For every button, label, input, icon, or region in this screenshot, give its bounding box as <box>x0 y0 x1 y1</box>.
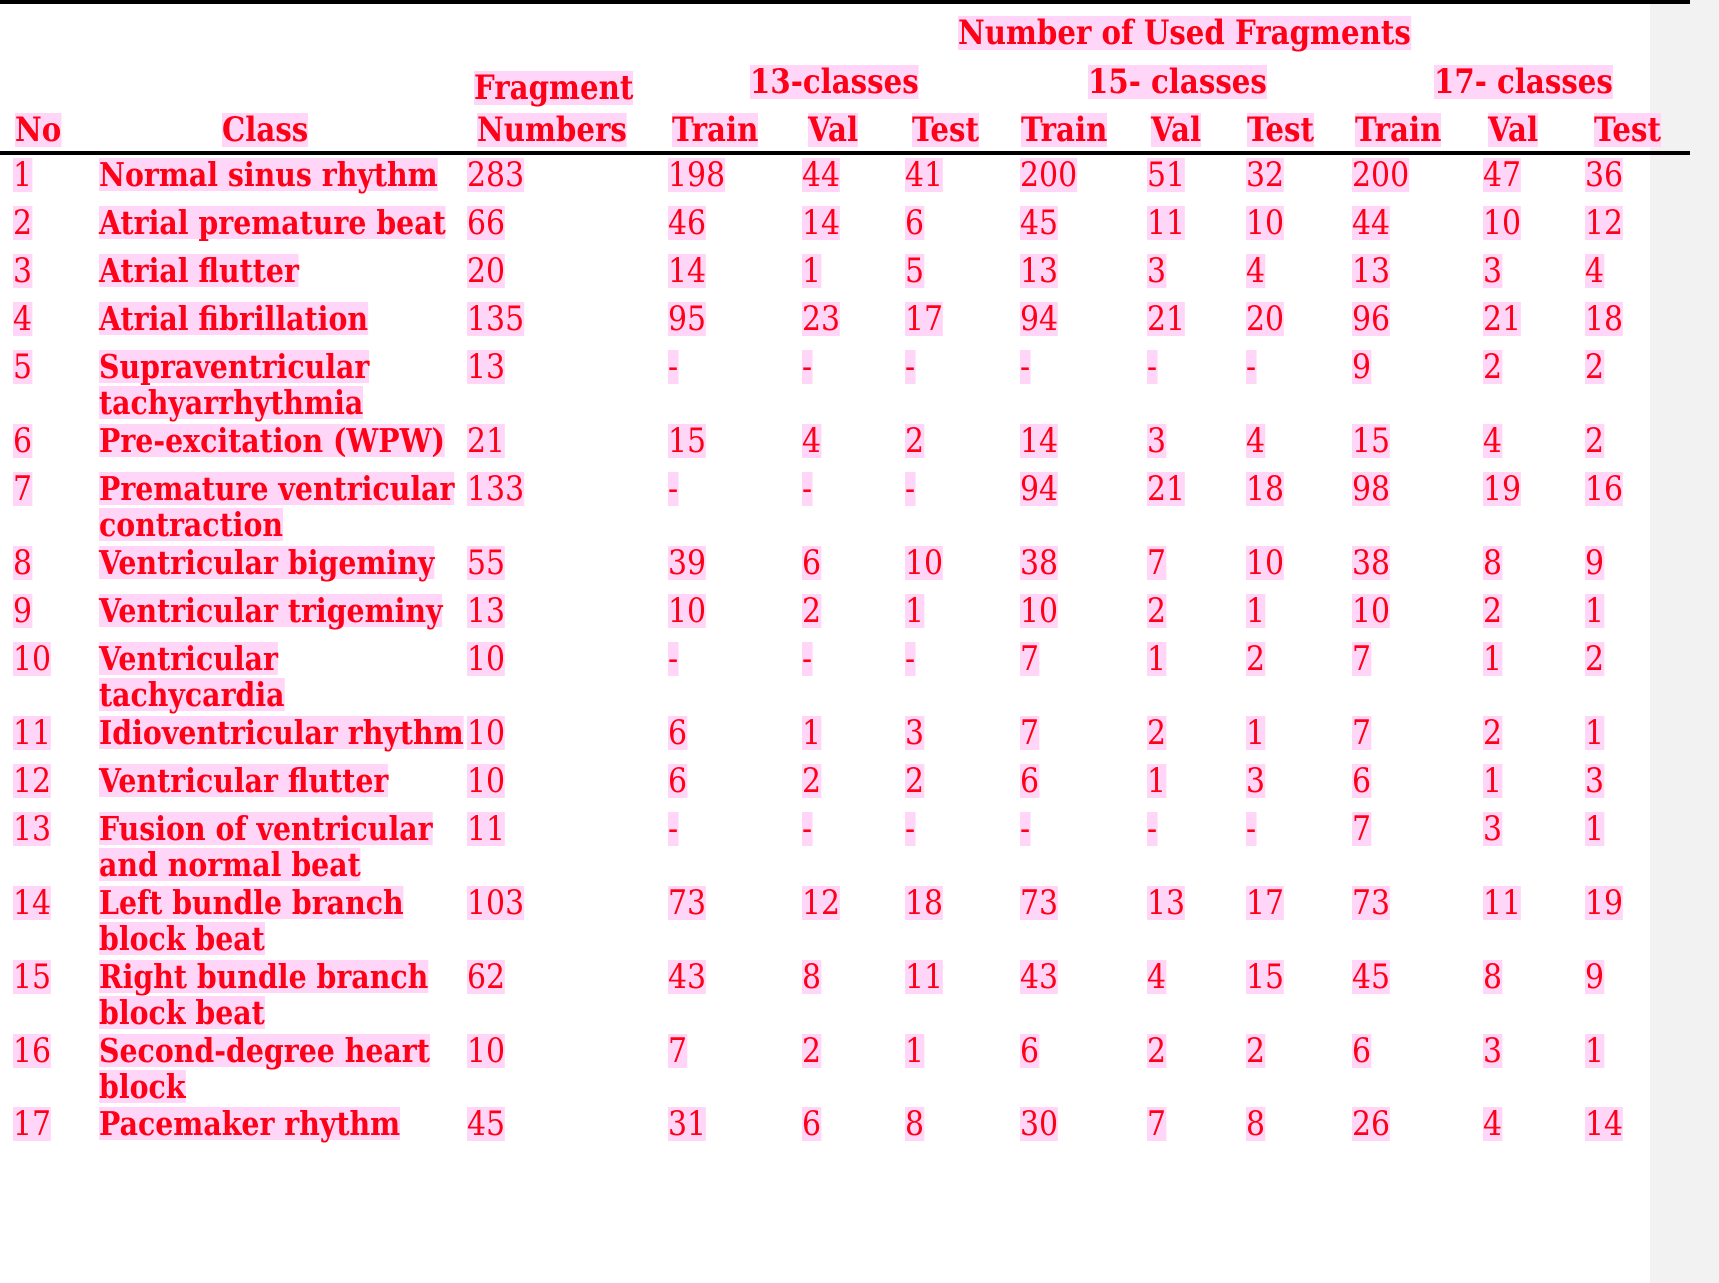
val-15-cell: 13 <box>1147 883 1186 923</box>
class-name-cell: Atrial flutter <box>99 251 299 290</box>
test-17-cell: 2 <box>1585 347 1605 387</box>
class-name-cell: and normal beat <box>99 845 361 884</box>
test-17-cell: 1 <box>1585 809 1605 849</box>
val-15-cell: 1 <box>1147 761 1167 801</box>
fragment-numbers-cell: 10 <box>467 1031 506 1071</box>
test-13-cell: 2 <box>905 421 925 461</box>
test-17-cell: 14 <box>1585 1104 1624 1144</box>
test-15-cell: 2 <box>1246 639 1266 679</box>
val-13-cell: 44 <box>802 155 841 195</box>
train-15-cell: 94 <box>1020 469 1059 509</box>
row-number-cell: 2 <box>13 203 33 243</box>
test-17-cell: 12 <box>1585 203 1624 243</box>
val-15-cell: 4 <box>1147 957 1167 997</box>
test-17-cell: 18 <box>1585 299 1624 339</box>
train-17-cell: 9 <box>1352 347 1372 387</box>
fragment-numbers-cell: 66 <box>467 203 506 243</box>
train-15-cell: 30 <box>1020 1104 1059 1144</box>
train-13-cell: - <box>668 469 679 509</box>
train-15-cell: 200 <box>1020 155 1078 195</box>
train-13-cell: 14 <box>668 251 707 291</box>
val-13-cell: - <box>802 809 813 849</box>
row-number-cell: 13 <box>13 809 52 849</box>
train-15-cell: - <box>1020 347 1031 387</box>
train-15-cell: - <box>1020 809 1031 849</box>
train-13-cell: 7 <box>668 1031 688 1071</box>
val-17-cell: 19 <box>1483 469 1522 509</box>
test-17-cell: 2 <box>1585 639 1605 679</box>
row-number-cell: 7 <box>13 469 33 509</box>
test-15-cell: 10 <box>1246 203 1285 243</box>
train-15-column-header: Train <box>1021 110 1108 150</box>
train-17-cell: 44 <box>1352 203 1391 243</box>
train-15-cell: 10 <box>1020 591 1059 631</box>
group-13-classes-header: 13-classes <box>750 62 919 102</box>
row-number-cell: 5 <box>13 347 33 387</box>
test-13-cell: 1 <box>905 591 925 631</box>
group-15-classes-header: 15- classes <box>1088 62 1267 102</box>
val-15-cell: 21 <box>1147 299 1186 339</box>
train-17-cell: 6 <box>1352 761 1372 801</box>
val-13-cell: 12 <box>802 883 841 923</box>
row-number-cell: 15 <box>13 957 52 997</box>
train-15-cell: 45 <box>1020 203 1059 243</box>
class-name-cell: Right bundle branch <box>99 957 429 996</box>
row-number-cell: 6 <box>13 421 33 461</box>
fragment-numbers-cell: 13 <box>467 591 506 631</box>
test-15-cell: 20 <box>1246 299 1285 339</box>
train-13-column-header: Train <box>672 110 759 150</box>
val-15-cell: 51 <box>1147 155 1186 195</box>
test-15-cell: 4 <box>1246 421 1266 461</box>
val-17-cell: 3 <box>1483 251 1503 291</box>
test-17-cell: 36 <box>1585 155 1624 195</box>
val-17-cell: 8 <box>1483 957 1503 997</box>
class-name-cell: Ventricular <box>99 639 278 678</box>
class-name-cell: tachycardia <box>99 675 285 714</box>
train-17-cell: 73 <box>1352 883 1391 923</box>
class-name-cell: Ventricular bigeminy <box>99 543 435 582</box>
test-13-cell: 1 <box>905 1031 925 1071</box>
test-13-cell: 6 <box>905 203 925 243</box>
val-17-cell: 21 <box>1483 299 1522 339</box>
class-name-cell: Pacemaker rhythm <box>99 1104 401 1143</box>
train-17-cell: 7 <box>1352 639 1372 679</box>
class-name-cell: Normal sinus rhythm <box>99 155 438 194</box>
val-15-cell: - <box>1147 809 1158 849</box>
test-17-column-header: Test <box>1594 110 1661 150</box>
val-17-cell: 4 <box>1483 421 1503 461</box>
page-margin-strip <box>1650 0 1719 1283</box>
train-15-cell: 94 <box>1020 299 1059 339</box>
test-17-cell: 1 <box>1585 713 1605 753</box>
test-15-cell: 3 <box>1246 761 1266 801</box>
test-17-cell: 16 <box>1585 469 1624 509</box>
val-13-cell: 2 <box>802 591 822 631</box>
train-15-cell: 13 <box>1020 251 1059 291</box>
val-15-cell: 11 <box>1147 203 1186 243</box>
train-15-cell: 43 <box>1020 957 1059 997</box>
val-15-cell: 2 <box>1147 591 1167 631</box>
train-15-cell: 38 <box>1020 543 1059 583</box>
class-name-cell: Supraventricular <box>99 347 370 386</box>
test-15-cell: 10 <box>1246 543 1285 583</box>
val-13-cell: 2 <box>802 761 822 801</box>
fragment-numbers-header-line1: Fragment <box>474 68 634 108</box>
val-15-cell: 3 <box>1147 421 1167 461</box>
val-13-cell: 1 <box>802 713 822 753</box>
row-number-cell: 3 <box>13 251 33 291</box>
test-13-column-header: Test <box>912 110 979 150</box>
test-15-cell: 2 <box>1246 1031 1266 1071</box>
test-17-cell: 1 <box>1585 1031 1605 1071</box>
train-17-cell: 7 <box>1352 713 1372 753</box>
train-17-column-header: Train <box>1355 110 1442 150</box>
train-17-cell: 7 <box>1352 809 1372 849</box>
test-15-cell: 18 <box>1246 469 1285 509</box>
test-15-cell: 15 <box>1246 957 1285 997</box>
train-13-cell: 31 <box>668 1104 707 1144</box>
val-15-cell: - <box>1147 347 1158 387</box>
train-17-cell: 96 <box>1352 299 1391 339</box>
val-15-column-header: Val <box>1151 110 1202 150</box>
fragment-numbers-cell: 55 <box>467 543 506 583</box>
fragment-numbers-header-line2: Numbers <box>477 110 627 150</box>
test-13-cell: 2 <box>905 761 925 801</box>
train-17-cell: 45 <box>1352 957 1391 997</box>
val-13-cell: 4 <box>802 421 822 461</box>
val-13-cell: 6 <box>802 543 822 583</box>
class-column-header: Class <box>222 110 309 150</box>
class-name-cell: Ventricular trigeminy <box>99 591 443 630</box>
fragment-numbers-cell: 45 <box>467 1104 506 1144</box>
table-top-rule <box>0 0 1690 4</box>
val-13-cell: 6 <box>802 1104 822 1144</box>
val-17-cell: 11 <box>1483 883 1522 923</box>
val-17-cell: 8 <box>1483 543 1503 583</box>
row-number-cell: 14 <box>13 883 52 923</box>
val-13-cell: 2 <box>802 1031 822 1071</box>
test-17-cell: 9 <box>1585 543 1605 583</box>
train-17-cell: 6 <box>1352 1031 1372 1071</box>
row-number-cell: 10 <box>13 639 52 679</box>
test-13-cell: - <box>905 347 916 387</box>
train-17-cell: 15 <box>1352 421 1391 461</box>
test-13-cell: 41 <box>905 155 944 195</box>
fragment-numbers-cell: 133 <box>467 469 525 509</box>
train-17-cell: 200 <box>1352 155 1410 195</box>
test-15-cell: 1 <box>1246 713 1266 753</box>
val-13-cell: - <box>802 347 813 387</box>
train-17-cell: 38 <box>1352 543 1391 583</box>
test-13-cell: 18 <box>905 883 944 923</box>
class-name-cell: Second-degree heart <box>99 1031 430 1070</box>
test-17-cell: 2 <box>1585 421 1605 461</box>
fragment-numbers-cell: 62 <box>467 957 506 997</box>
fragment-numbers-cell: 10 <box>467 639 506 679</box>
class-name-cell: block beat <box>99 919 265 958</box>
test-13-cell: 8 <box>905 1104 925 1144</box>
train-15-cell: 14 <box>1020 421 1059 461</box>
class-name-cell: block <box>99 1067 186 1106</box>
train-17-cell: 26 <box>1352 1104 1391 1144</box>
class-name-cell: Premature ventricular <box>99 469 455 508</box>
val-15-cell: 7 <box>1147 543 1167 583</box>
train-13-cell: 15 <box>668 421 707 461</box>
test-13-cell: 3 <box>905 713 925 753</box>
val-13-cell: 8 <box>802 957 822 997</box>
val-15-cell: 2 <box>1147 1031 1167 1071</box>
train-13-cell: - <box>668 809 679 849</box>
test-13-cell: - <box>905 639 916 679</box>
row-number-cell: 12 <box>13 761 52 801</box>
class-name-cell: Atrial premature beat <box>99 203 446 242</box>
train-17-cell: 10 <box>1352 591 1391 631</box>
val-13-cell: - <box>802 469 813 509</box>
val-17-cell: 10 <box>1483 203 1522 243</box>
val-17-column-header: Val <box>1488 110 1539 150</box>
train-13-cell: 39 <box>668 543 707 583</box>
train-13-cell: 43 <box>668 957 707 997</box>
row-number-cell: 11 <box>13 713 52 753</box>
class-name-cell: Ventricular flutter <box>99 761 389 800</box>
val-17-cell: 47 <box>1483 155 1522 195</box>
val-15-cell: 1 <box>1147 639 1167 679</box>
train-17-cell: 98 <box>1352 469 1391 509</box>
train-13-cell: 95 <box>668 299 707 339</box>
fragment-numbers-cell: 11 <box>467 809 506 849</box>
test-15-cell: - <box>1246 347 1257 387</box>
test-15-cell: 8 <box>1246 1104 1266 1144</box>
test-13-cell: 5 <box>905 251 925 291</box>
row-number-cell: 4 <box>13 299 33 339</box>
val-17-cell: 2 <box>1483 713 1503 753</box>
val-15-cell: 21 <box>1147 469 1186 509</box>
train-13-cell: - <box>668 639 679 679</box>
train-15-cell: 6 <box>1020 1031 1040 1071</box>
test-15-cell: 32 <box>1246 155 1285 195</box>
fragment-numbers-cell: 135 <box>467 299 525 339</box>
class-name-cell: Left bundle branch <box>99 883 404 922</box>
row-number-cell: 17 <box>13 1104 52 1144</box>
test-15-cell: - <box>1246 809 1257 849</box>
test-15-cell: 17 <box>1246 883 1285 923</box>
train-13-cell: 10 <box>668 591 707 631</box>
test-15-cell: 4 <box>1246 251 1266 291</box>
no-column-header: No <box>15 110 62 150</box>
train-13-cell: 73 <box>668 883 707 923</box>
train-15-cell: 7 <box>1020 639 1040 679</box>
train-17-cell: 13 <box>1352 251 1391 291</box>
fragment-numbers-cell: 10 <box>467 761 506 801</box>
test-13-cell: 10 <box>905 543 944 583</box>
row-number-cell: 8 <box>13 543 33 583</box>
test-13-cell: 11 <box>905 957 944 997</box>
train-13-cell: 46 <box>668 203 707 243</box>
val-13-cell: 14 <box>802 203 841 243</box>
train-13-cell: 6 <box>668 713 688 753</box>
val-17-cell: 2 <box>1483 591 1503 631</box>
train-13-cell: - <box>668 347 679 387</box>
val-15-cell: 2 <box>1147 713 1167 753</box>
class-name-cell: Atrial fibrillation <box>99 299 369 338</box>
test-13-cell: - <box>905 809 916 849</box>
row-number-cell: 1 <box>13 155 33 195</box>
val-17-cell: 3 <box>1483 1031 1503 1071</box>
train-13-cell: 198 <box>668 155 726 195</box>
val-15-cell: 7 <box>1147 1104 1167 1144</box>
fragment-numbers-cell: 20 <box>467 251 506 291</box>
group-title: Number of Used Fragments <box>958 13 1411 53</box>
test-17-cell: 9 <box>1585 957 1605 997</box>
class-name-cell: contraction <box>99 505 284 544</box>
val-17-cell: 3 <box>1483 809 1503 849</box>
val-13-cell: 23 <box>802 299 841 339</box>
val-13-cell: 1 <box>802 251 822 291</box>
val-17-cell: 1 <box>1483 639 1503 679</box>
test-17-cell: 19 <box>1585 883 1624 923</box>
row-number-cell: 16 <box>13 1031 52 1071</box>
class-name-cell: Fusion of ventricular <box>99 809 433 848</box>
class-name-cell: tachyarrhythmia <box>99 383 364 422</box>
class-name-cell: Pre-excitation (WPW) <box>99 421 445 460</box>
test-17-cell: 1 <box>1585 591 1605 631</box>
fragment-numbers-cell: 21 <box>467 421 506 461</box>
train-15-cell: 73 <box>1020 883 1059 923</box>
group-17-classes-header: 17- classes <box>1434 62 1613 102</box>
row-number-cell: 9 <box>13 591 33 631</box>
train-13-cell: 6 <box>668 761 688 801</box>
train-15-cell: 7 <box>1020 713 1040 753</box>
fragment-numbers-cell: 13 <box>467 347 506 387</box>
test-15-column-header: Test <box>1247 110 1314 150</box>
test-17-cell: 3 <box>1585 761 1605 801</box>
val-17-cell: 4 <box>1483 1104 1503 1144</box>
class-name-cell: Idioventricular rhythm <box>99 713 464 752</box>
class-name-cell: block beat <box>99 993 265 1032</box>
fragment-numbers-cell: 283 <box>467 155 525 195</box>
val-15-cell: 3 <box>1147 251 1167 291</box>
val-13-column-header: Val <box>808 110 859 150</box>
train-15-cell: 6 <box>1020 761 1040 801</box>
fragment-numbers-cell: 10 <box>467 713 506 753</box>
test-13-cell: - <box>905 469 916 509</box>
val-17-cell: 2 <box>1483 347 1503 387</box>
fragment-numbers-cell: 103 <box>467 883 525 923</box>
test-17-cell: 4 <box>1585 251 1605 291</box>
val-17-cell: 1 <box>1483 761 1503 801</box>
val-13-cell: - <box>802 639 813 679</box>
test-13-cell: 17 <box>905 299 944 339</box>
test-15-cell: 1 <box>1246 591 1266 631</box>
